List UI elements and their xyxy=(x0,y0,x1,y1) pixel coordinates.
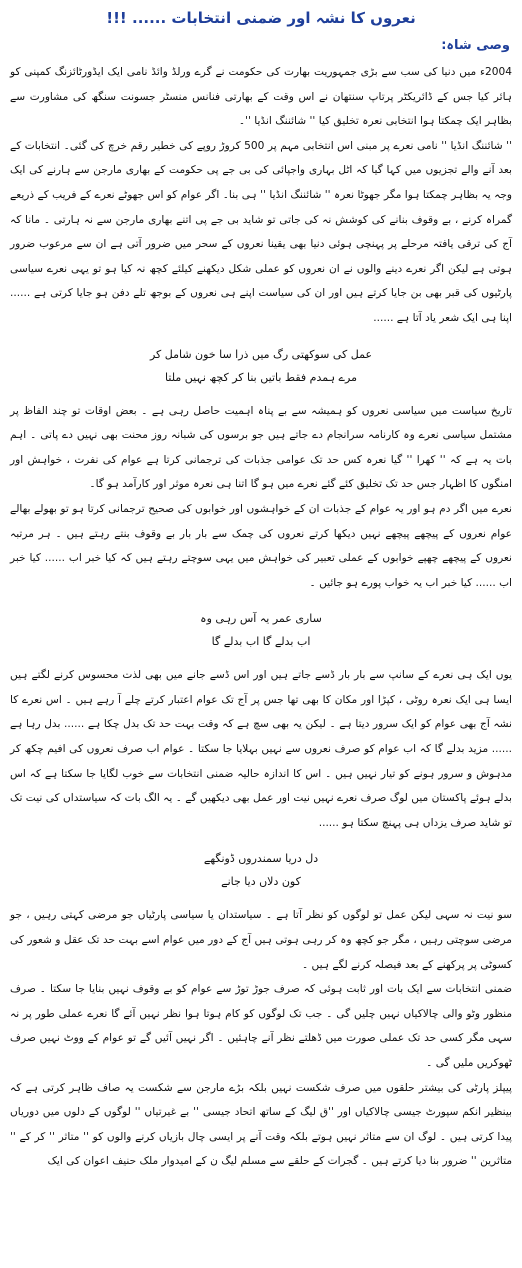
verse-line: کون دلاں دیا جانے xyxy=(221,875,301,889)
verse-couplet-1 xyxy=(8,343,514,389)
paragraph-1: 2004ء میں دنیا کی سب سے بڑی جمہوریت بھارت کی حکومت نے گرے ورلڈ وائڈ نامی ایک ایڈورٹائزنگ کمپنی کو ہائر کیا جس کے ڈائریکٹر پرتاپ سنتھان نے اس وقت کے بھارتی فنانس منسٹر جسونت سنگھ کی مشاورت سے بظاہر ایک چمکتا ہوا انتخابی نعرہ تخلیق کیا '' شائننگ انڈیا ''۔ xyxy=(10,66,512,128)
verse-line: عمل کی سوکھتی رگ میں ذرا سا خون شامل کر xyxy=(149,347,373,361)
verse-line: مرے ہمدم فقط باتیں بنا کر کچھ نہیں ملتا xyxy=(165,370,357,384)
paragraph-6: سو نیت نہ سہی لیکن عمل تو لوگوں کو نظر آتا ہے ۔ سیاستدان یا سیاسی پارٹیاں جو مرضی کہتی رہیں ، جو مرضی سوچتی رہیں ، مگر جو کچھ وہ کر رہی ہوتی ہیں آج کے دور میں عوام اسے بہت حد تک عقل و شعور کی کسوٹی پر پرکھنے کے بعد فیصلہ کرنے لگے ہیں ۔ xyxy=(10,909,512,971)
paragraph-2: '' شائننگ انڈیا '' نامی نعرے پر مبنی اس انتخابی مہم پر 500 کروڑ روپے کی خطیر رقم خرچ کی گئی۔ انتخابات کے بعد آنے والے تجزیوں میں کہا گیا کہ اٹل بہاری واجپائی کی بی جے پی حکومت کے بھاری مارجن سے ہارنے کی ایک وجہ یہ بظاہر چمکتا ہوا مگر جھوٹا نعرہ '' شائننگ انڈیا '' ہی بنا۔ اگر عوام کو اس جھوٹے نعرے کے فریب کے ذریعے گمراہ کرنے ، بے وقوف بنانے کی کوشش نہ کی جاتی تو شاید بی جے پی اتنے بھاری مارجن سے نہ ہارتی ۔ مانا کہ آج کی ترقی یافتہ مرحلے پر پہنچی ہوئی دنیا بھی یقینا نعروں کے سحر میں ضرور آتی ہے ان سے مرعوب ضرور ہوتی ہے لیکن اگر نعرے دینے والوں نے ان نعروں کو عملی شکل دیکھنے کیلئے کچھ نہ کیا ہو تو یہی نعرے سیاسی پارٹیوں کی قبر بھی بن جایا کرتے ہیں اور ان کی سیاست اپنے ہی نعروں کے بوجھ تلے دفن ہو جایا کرتی ہے ...... اپنا ہی ایک شعر یاد آتا ہے ...... xyxy=(10,139,512,324)
paragraph-8: پیپلز پارٹی کی بیشتر حلقوں میں صرف شکست نہیں بلکہ بڑے مارجن سے شکست یہ صاف ظاہر کرتی ہے کہ بینظیر انکم سپورٹ جیسی چالاکیاں اور ''ق لیگ کے ساتھ اتحاد جیسی '' بے غیرتیاں '' لوگوں کے دلوں میں دوریاں پیدا کرتی ہیں ۔ لوگ ان سے متاثر نہیں ہوتے بلکہ وقت آنے پر ایسی چال بازیاں کرنے والوں کو '' متاثر '' کر کے '' متاثرین '' ضرور بنا دیا کرتے ہیں ۔ گجرات کے حلقے سے مسلم لیگ ن کے امیدوار ملک حنیف اعوان کی ایک xyxy=(10,1081,512,1168)
verse-line: اب بدلے گا اب بدلے گا xyxy=(211,635,311,649)
verse-line: ساری عمر یہ آس رہی وہ xyxy=(200,612,322,626)
paragraph-4: نعرے میں اگر دم ہو اور یہ عوام کے جذبات ان کے خواہشوں اور خوابوں کی صحیح ترجمانی کرتا ہو تو بھولے بھالے عوام نعروں کے پیچھے پیچھے نہیں دیکھا کرتے نعروں کی چمک سے بار بار بے وقوف بنتے رہتے ہیں ۔ ہر مرتبہ نعروں کے پیچھے چھپے خوابوں کے عملی تعبیر کی خواہش میں یہی سوچتے رہتے ہیں کہ کیا خبر اب ...... کیا خبر اب ...... کیا خبر اب یہ خواب پورے ہو جائیں ۔ xyxy=(10,502,512,589)
paragraph-7: ضمنی انتخابات سے ایک بات اور ثابت ہوئی کہ صرف جوڑ توڑ سے عوام کو بے وقوف نہیں بنایا جا سکتا ۔ صرف منظور وٹو والی چالاکیاں نہیں چلیں گی ۔ جب تک لوگوں کو کام ہوتا ہوا نظر نہیں آئے گا نعرے عملی طور پر نہ سہی مگر کسی حد تک عملی صورت میں ڈھلتے نظر آنے چاہئیں ۔ اگر نہیں آئیں گے تو عوام کے ووٹ نہیں صرف ٹھوکریں ملیں گی ۔ xyxy=(10,983,512,1069)
verse-couplet-2 xyxy=(8,607,514,653)
article-title: نعروں کا نشہ اور ضمنی انتخابات ...... !!! xyxy=(106,9,416,27)
verse-line: دل دریا سمندروں ڈونگھے xyxy=(203,852,319,866)
paragraph-3: تاریخ سیاست میں سیاسی نعروں کو ہمیشہ سے بے پناہ اہمیت حاصل رہی ہے ۔ بعض اوقات تو چند الفاظ پر مشتمل سیاسی نعرے وہ کارنامہ سرانجام دے جاتے ہیں جو برسوں کی شبانہ روز محنت بھی نہیں دے پاتی ۔ اہم بات یہ ہے کہ '' کھرا '' گیا نعرہ کس حد تک عوامی جذبات کی ترجمانی کرتا ہے عوام کی نفرت ، خواہش اور امنگوں کا اظہار جس حد تک تخلیق کئے گئے نعرے میں ہو گا اتنا ہی نعرہ موثر اور کارآمد ہو گا۔ xyxy=(10,404,512,491)
paragraph-5: یوں ایک ہی نعرے کے سانپ سے بار بار ڈسے جاتے ہیں اور اس ڈسے جانے میں بھی لذت محسوس کرنے لگتے ہیں ایسا ہی ایک نعرہ روٹی ، کپڑا اور مکان کا بھی تھا جس پر آج تک عوام اعتبار کرتے چلے آ رہے ہیں ۔ اس نعرے کا نشہ آج بھی عوام کو ایک سرور دیتا ہے ۔ لیکن یہ بھی سچ ہے کہ وقت بہت حد تک بدل چکا ہے ...... بدل رہا ہے ...... مزید بدلے گا کہ اب عوام کو صرف نعروں سے نہیں بہلایا جا سکتا ۔ عوام اب صرف نعروں کی افیم چکھ کر مدہوش و سرور ہونے کو تیار نہیں ہیں ۔ اس کا اندازہ حالیہ ضمنی انتخابات سے خوب لگایا جا سکتا ہے کہ اس بدلے ہوئے پاکستان میں لوگ صرف نعرے نہیں نیت اور عمل بھی دیکھیں گے ۔ یہ الگ بات کہ سیاستداں کی نیت تک تو شاید صرف یزداں ہی پہنچ سکتا ہو ...... xyxy=(10,669,512,829)
author-name: وصی شاہ: xyxy=(441,38,510,53)
verse-couplet-3 xyxy=(8,847,514,893)
